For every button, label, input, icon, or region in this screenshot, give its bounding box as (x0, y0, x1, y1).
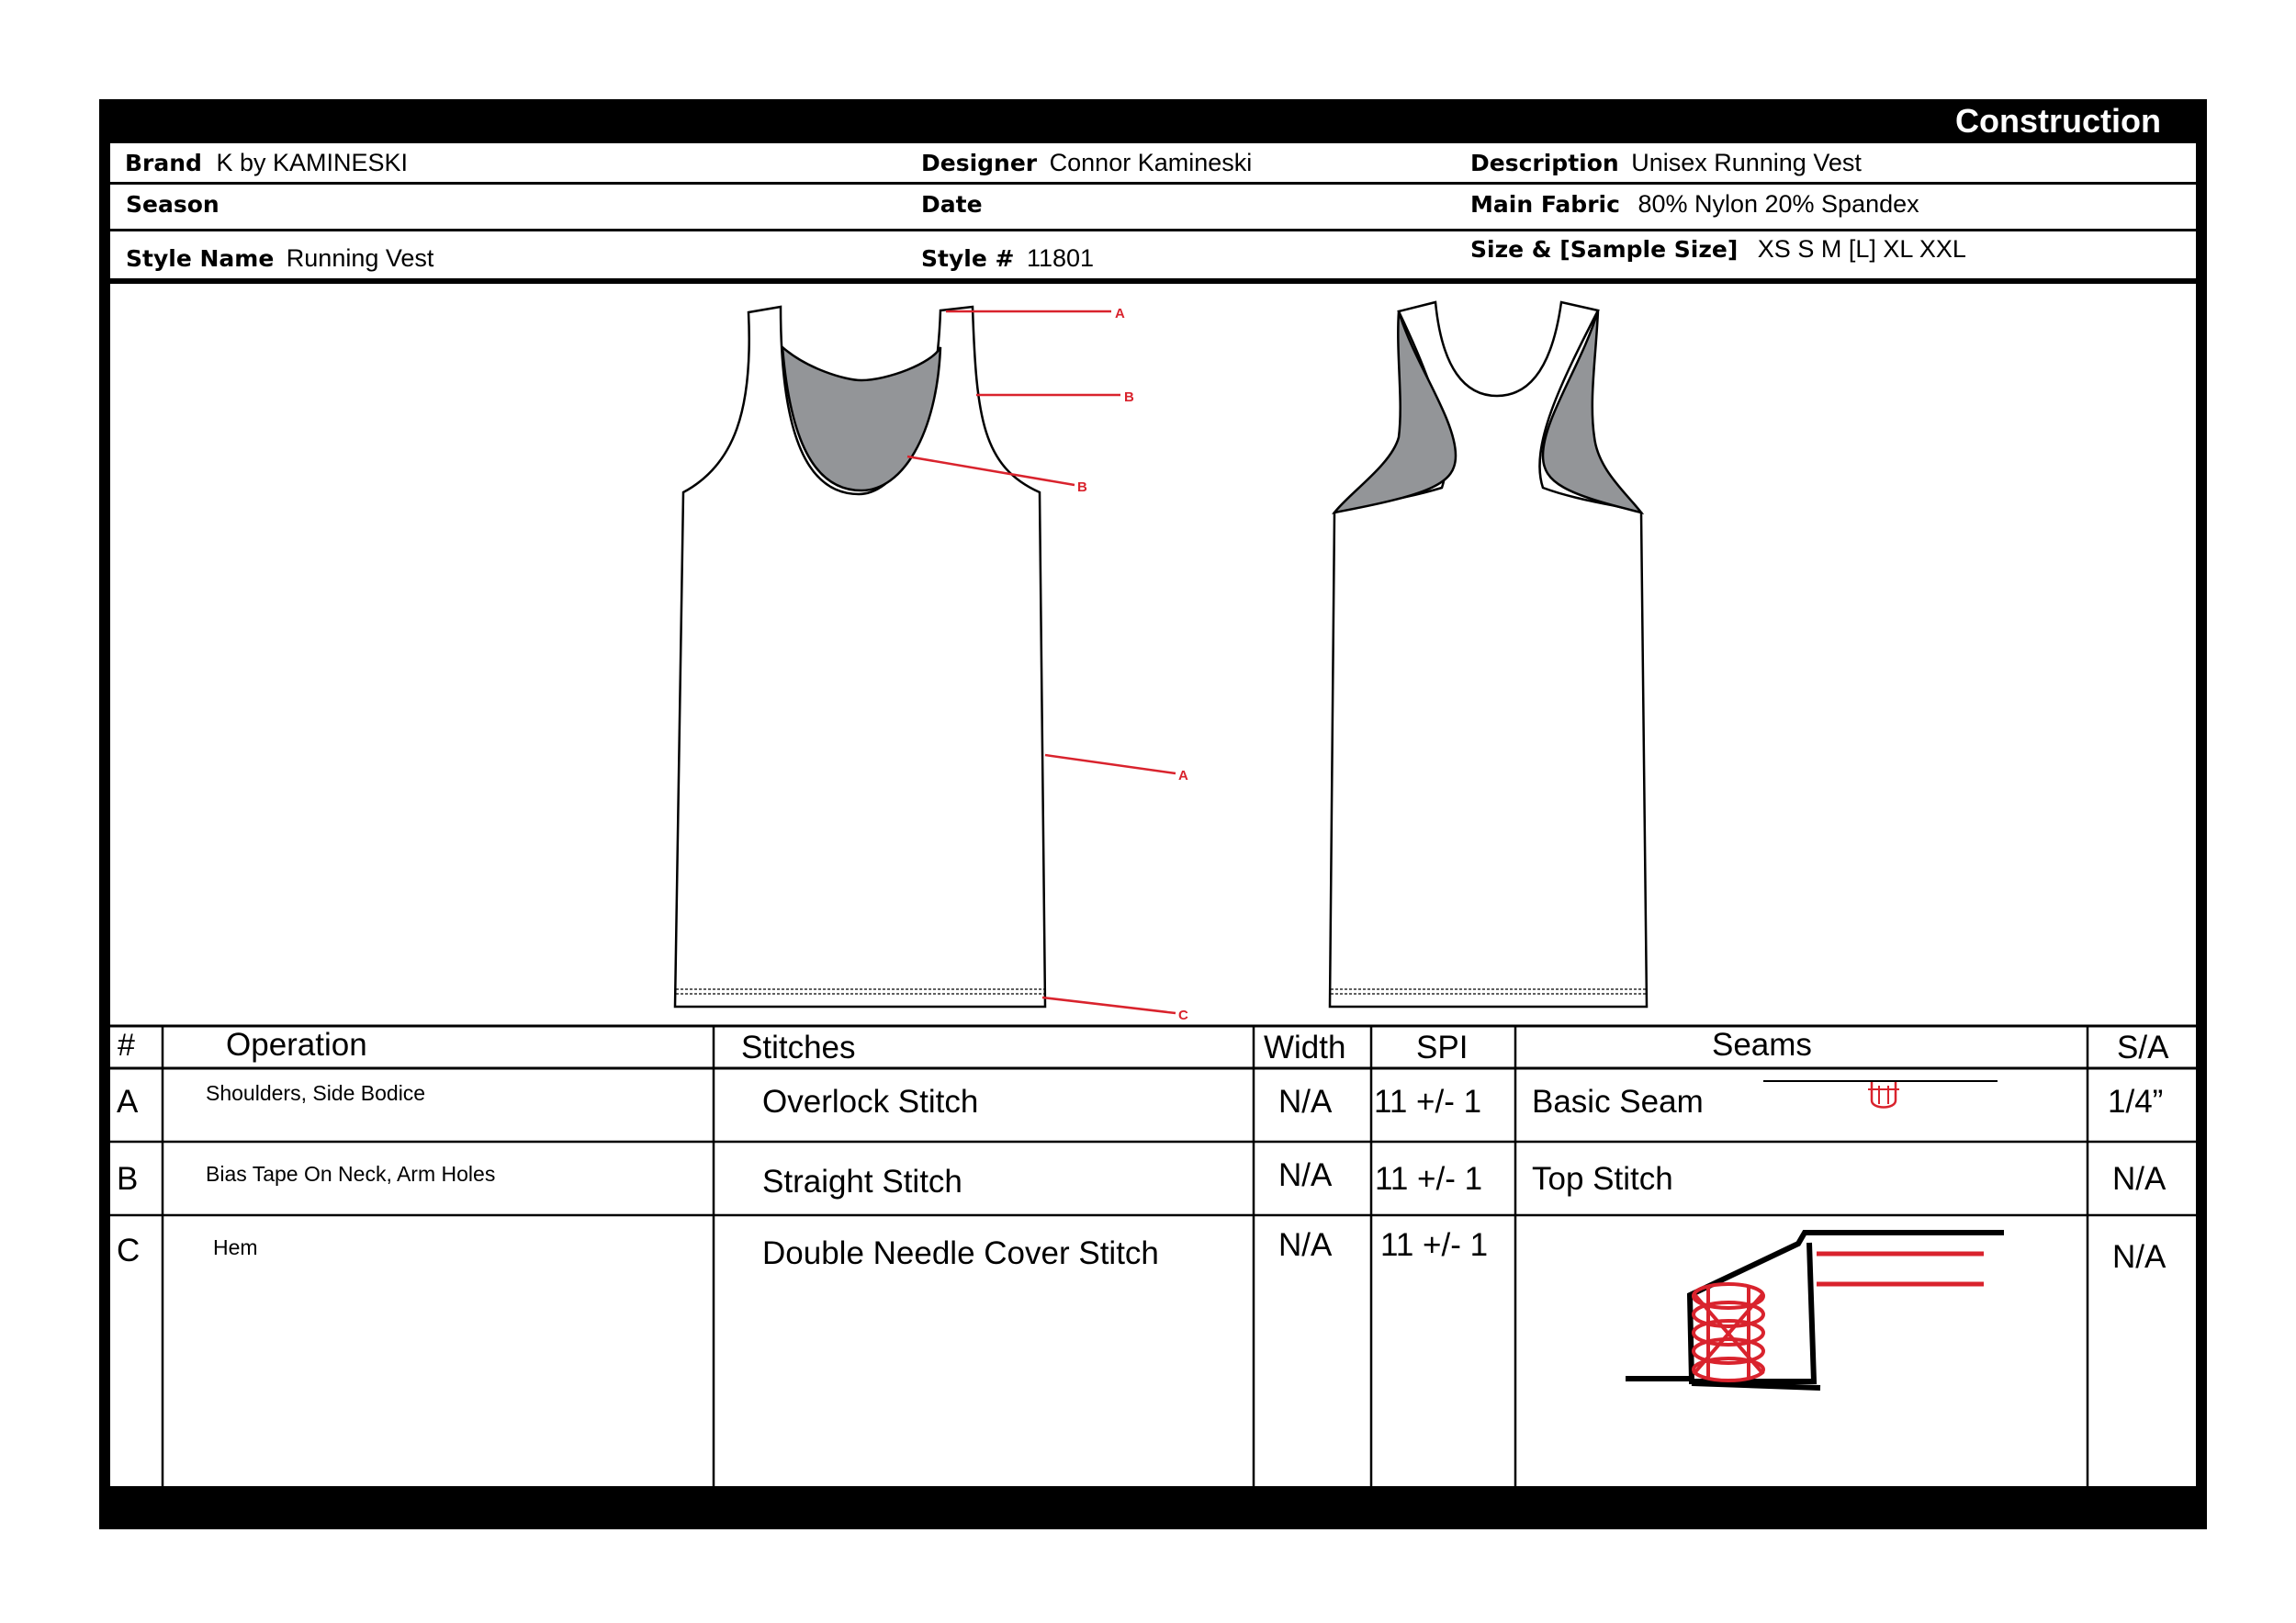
date-label: Date (921, 191, 983, 218)
row-c-sa: N/A (2112, 1239, 2167, 1275)
col-header-sa: S/A (2117, 1030, 2169, 1065)
cover-stitch-loops (1694, 1284, 1763, 1381)
row-c-stitch: Double Needle Cover Stitch (762, 1235, 1159, 1271)
seam-allowance-mark (1872, 1082, 1896, 1108)
description-value: Unisex Running Vest (1631, 149, 1862, 176)
sheet-body (110, 143, 2196, 1486)
col-header-stitches: Stitches (741, 1030, 856, 1065)
row-a-seam: Basic Seam (1532, 1084, 1704, 1120)
operations-table-grid (110, 143, 2196, 1486)
row-c-width: N/A (1278, 1227, 1333, 1263)
row-b-operation: Bias Tape On Neck, Arm Holes (206, 1162, 496, 1186)
season-label: Season (126, 191, 219, 218)
style-number-value: 11801 (1026, 244, 1095, 272)
row-a-operation: Shoulders, Side Bodice (206, 1081, 426, 1105)
callout-label-a-shoulder: A (1115, 306, 1125, 321)
row-b-stitch: Straight Stitch (762, 1164, 962, 1200)
row-a-sa: 1/4” (2108, 1084, 2164, 1120)
style-name-label: Style Name (126, 245, 275, 272)
row-b-spi: 11 +/- 1 (1375, 1161, 1483, 1197)
style-name-value: Running Vest (286, 244, 434, 272)
col-header-width: Width (1264, 1030, 1346, 1065)
callout-label-a-side: A (1178, 768, 1188, 783)
construction-sheet (99, 99, 2207, 1529)
row-c-num: C (117, 1233, 141, 1268)
row-a-spi: 11 +/- 1 (1374, 1084, 1482, 1120)
row-c-spi: 11 +/- 1 (1380, 1227, 1489, 1263)
basic-seam-diagram (1763, 1081, 1998, 1108)
designer-label: Designer (921, 150, 1038, 176)
row-b-seam: Top Stitch (1532, 1161, 1673, 1197)
col-header-seams: Seams (1712, 1027, 1812, 1063)
brand-value: K by KAMINESKI (216, 149, 409, 176)
row-b-sa: N/A (2112, 1161, 2167, 1197)
main-fabric-label: Main Fabric (1470, 191, 1620, 218)
row-b-width: N/A (1278, 1157, 1333, 1193)
row-b-num: B (117, 1161, 139, 1197)
callout-label-c-hem: C (1178, 1008, 1188, 1023)
main-fabric-value: 80% Nylon 20% Spandex (1638, 190, 1919, 218)
col-header-num: # (118, 1028, 135, 1063)
size-label: Size & [Sample Size] (1470, 236, 1739, 263)
row-a-num: A (117, 1084, 139, 1120)
callout-label-b-neck: B (1077, 479, 1087, 495)
size-value: XS S M [L] XL XXL (1757, 235, 1966, 263)
row-c-operation: Hem (213, 1235, 258, 1259)
row-a-stitch: Overlock Stitch (762, 1084, 979, 1120)
brand-label: Brand (125, 150, 202, 176)
style-number-label: Style # (921, 245, 1015, 272)
callout-label-b-armhole: B (1124, 389, 1134, 405)
designer-value: Connor Kamineski (1049, 149, 1253, 176)
col-header-spi: SPI (1416, 1030, 1469, 1065)
sheet-title: Construction (1955, 102, 2161, 140)
description-label: Description (1470, 150, 1619, 176)
cover-stitch-diagram (1626, 1233, 2005, 1388)
col-header-operation: Operation (226, 1027, 367, 1063)
row-a-width: N/A (1278, 1084, 1333, 1120)
